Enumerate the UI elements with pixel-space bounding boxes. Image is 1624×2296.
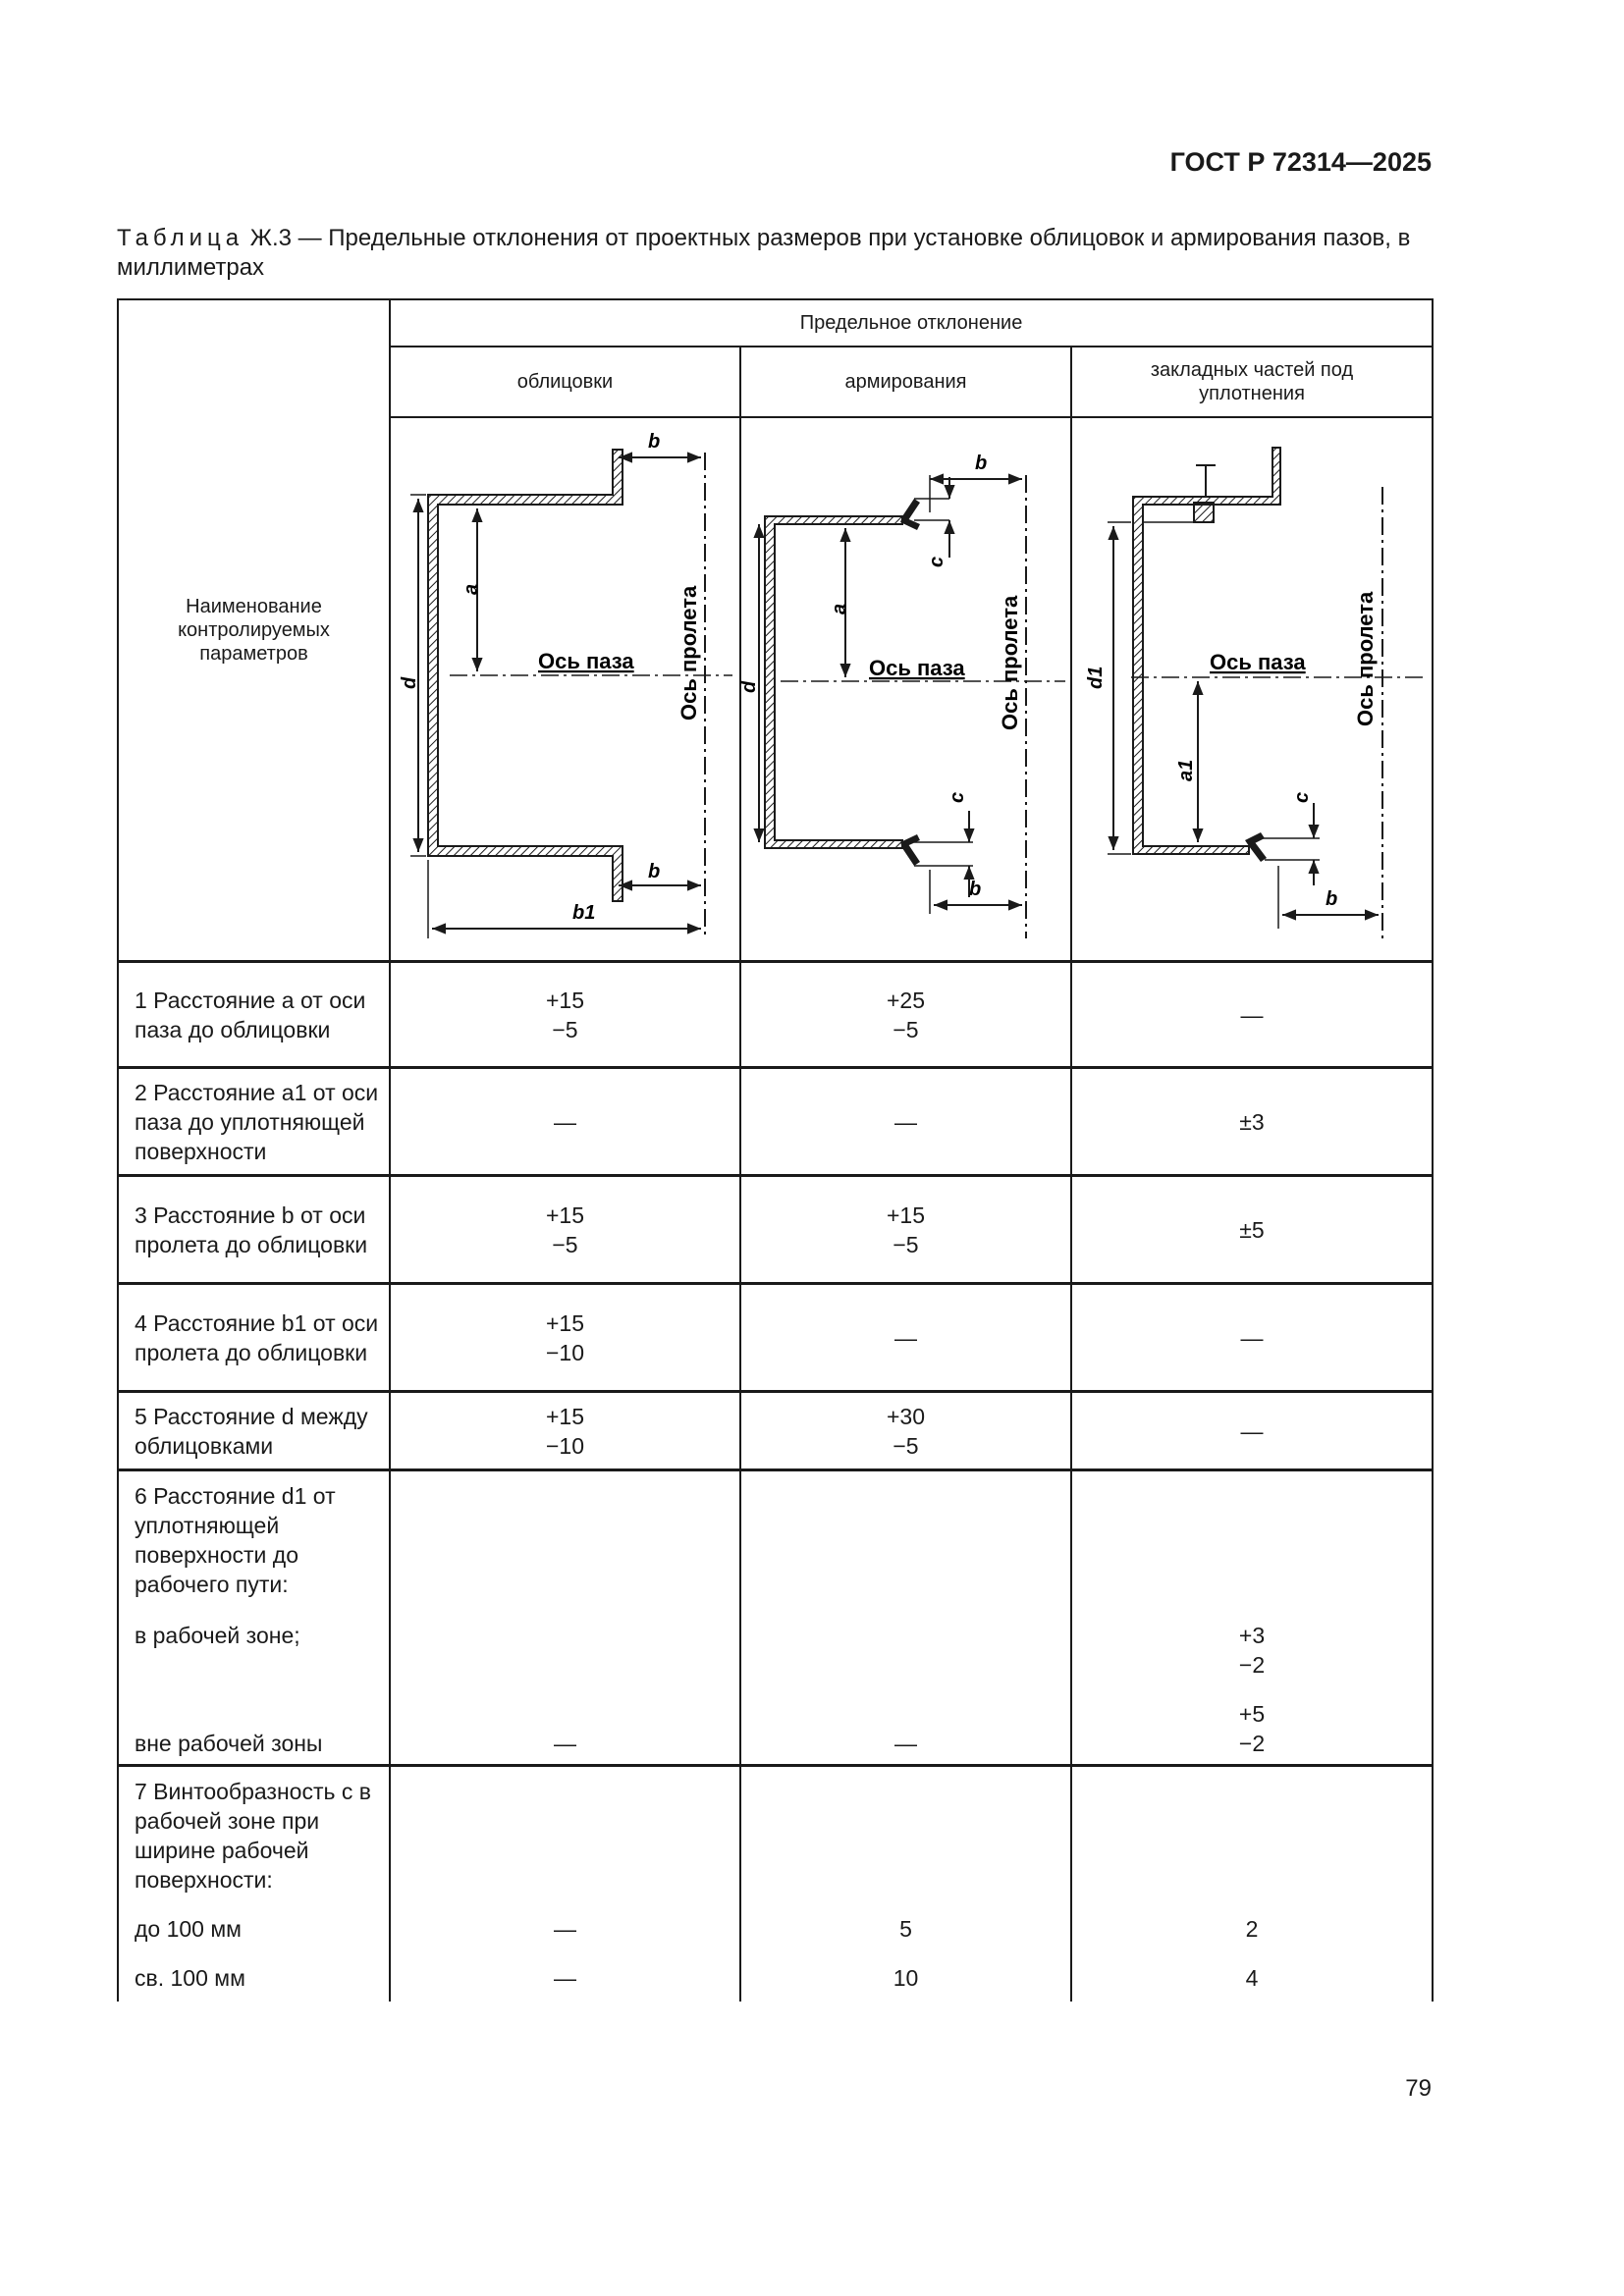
sketch-reinforcement [740,417,1071,962]
value-cell: +3 −2 +5 −2 [1071,1470,1433,1766]
table-row [118,1176,1433,1284]
slot-axis-label: Ось паза [869,656,965,680]
value-cell: — — [390,1766,740,2002]
value-cell: +15 −10 [390,1392,740,1470]
standard-code: ГОСТ Р 72314—2025 [1169,147,1432,177]
param-cell: 6 Расстояние d1 от уплотняющей поверхности до рабочего пути: в рабочей зоне; вне рабочей зоны [118,1470,390,1766]
embedded-parts-diagram [1072,418,1432,953]
table-row [118,1392,1433,1470]
param-cell: 3 Расстояние b от оси пролета до облицовки [118,1176,390,1284]
value-cell: ±3 [1071,1068,1433,1176]
slot-axis-label: Ось паза [1210,650,1306,674]
col-header-lining: облицовки [390,347,740,417]
param-cell: 2 Расстояние a1 от оси паза до уплотняющей поверхности [118,1068,390,1176]
deviation-table [117,298,1434,2002]
param-cell: 1 Расстояние a от оси паза до облицовки [118,962,390,1068]
c-label-top: c [926,556,947,567]
group-header: Предельное отклонение [390,299,1433,347]
value-cell: 2 4 [1071,1766,1433,2002]
caption-text: Ж.3 — Предельные отклонения от проектных размеров при установке облицовок и армирования пазов, в миллиметрах [117,225,1411,281]
table-row [118,1284,1433,1392]
value-cell: +30 −5 [740,1392,1071,1470]
value-cell: — [740,1068,1071,1176]
param-column-header: Наименование контролируемых параметров [118,299,390,962]
value-cell: +15 −10 [390,1284,740,1392]
page-number: 79 [1405,2075,1432,2102]
a-label: a [460,583,482,595]
b1-label: b1 [572,902,596,924]
sketch-lining [390,417,740,962]
param-cell: 7 Винтообразность c в рабочей зоне при ширине рабочей поверхности: до 100 мм св. 100 мм [118,1766,390,2002]
c-label: c [1291,791,1313,803]
value-cell: — [390,1470,740,1766]
value-cell: +15 −5 [390,962,740,1068]
table-row [118,1766,1433,2002]
table-row [118,962,1433,1068]
b-label-bottom: b [969,879,982,900]
value-cell: ±5 [1071,1176,1433,1284]
value-cell: — [390,1068,740,1176]
value-cell: +25 −5 [740,962,1071,1068]
d-label: d [399,676,420,689]
b-label: b [1326,888,1338,910]
value-cell: — [1071,962,1433,1068]
a1-label: a1 [1175,759,1197,781]
col-header-embedded-parts: закладных частей под уплотнения [1071,347,1433,417]
a-label: a [829,603,850,614]
value-cell: — [740,1470,1071,1766]
c-label-bottom: c [947,791,968,803]
param-cell: 4 Расстояние b1 от оси пролета до облицовки [118,1284,390,1392]
value-cell: +15 −5 [740,1176,1071,1284]
value-cell: — [1071,1284,1433,1392]
table-row [118,1470,1433,1766]
value-cell: — [1071,1392,1433,1470]
b-label-top: b [648,431,661,453]
d-label: d [738,680,760,693]
sketch-embedded-parts [1071,417,1433,962]
table-row [118,1068,1433,1176]
slot-axis-label: Ось паза [538,649,634,673]
value-cell: +15 −5 [390,1176,740,1284]
value-cell: 5 10 [740,1766,1071,2002]
value-cell: — [740,1284,1071,1392]
span-axis-label: Ось пролета [677,585,701,721]
table-caption [117,224,1433,283]
span-axis-label: Ось пролета [998,595,1022,730]
span-axis-label: Ось пролета [1353,591,1378,726]
param-cell: 5 Расстояние d между облицовками [118,1392,390,1470]
lining-diagram [391,418,739,953]
col-header-reinforcement: армирования [740,347,1071,417]
reinforcement-diagram [738,418,1070,953]
b-label-bottom: b [648,861,661,882]
caption-label: Таблица [117,225,244,251]
b-label-top: b [975,453,988,474]
d1-label: d1 [1085,666,1107,689]
